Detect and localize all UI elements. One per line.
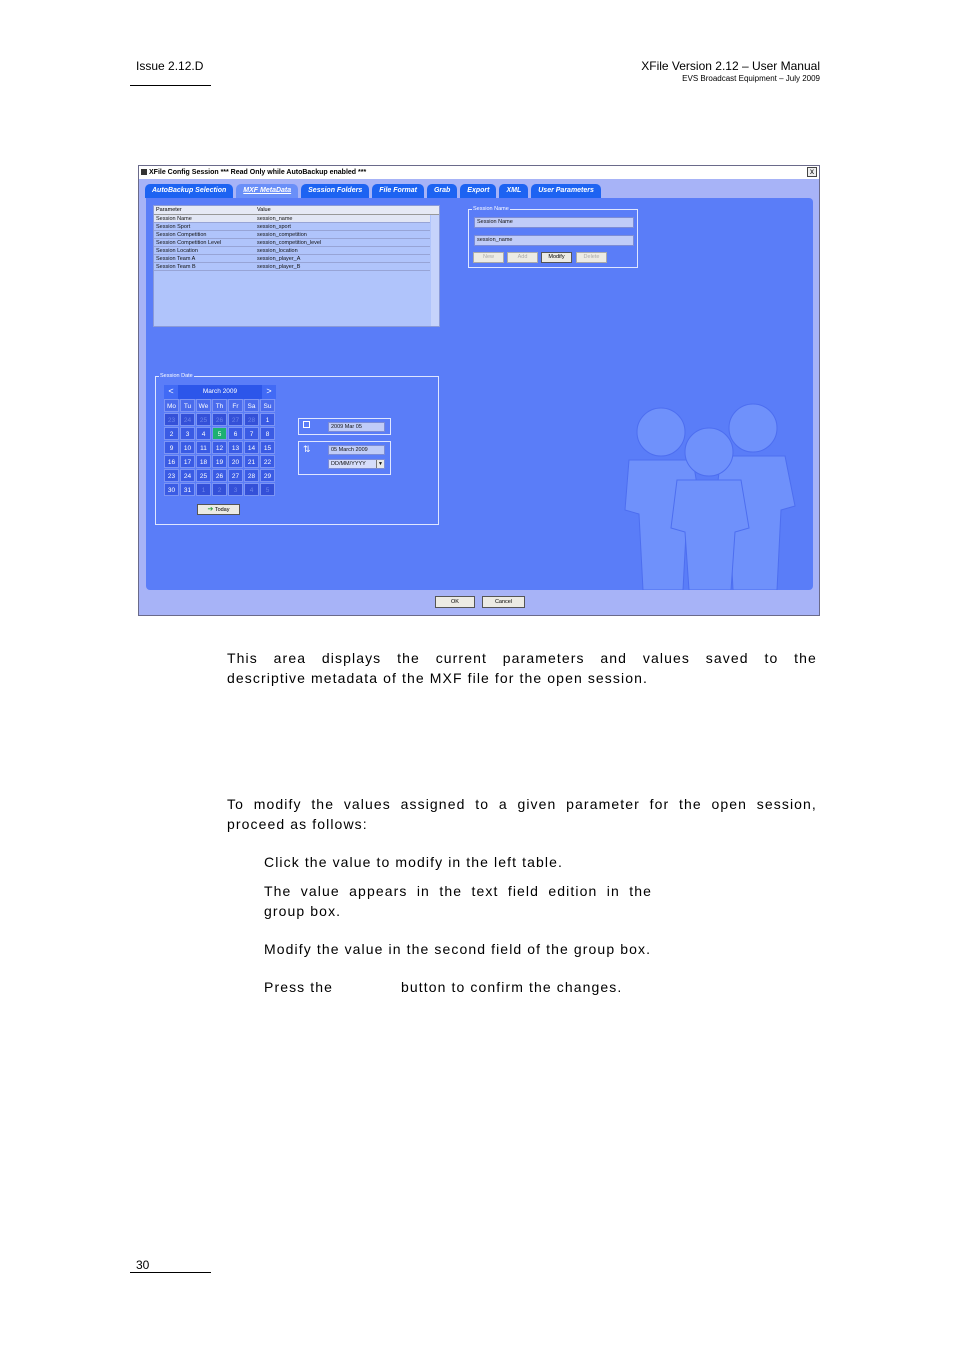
new-button[interactable]: New (473, 252, 504, 263)
calendar-day[interactable]: 25 (196, 469, 211, 482)
window-titlebar (139, 166, 819, 179)
calendar-day[interactable]: 18 (196, 455, 211, 468)
word: To (227, 796, 244, 812)
tab-xml[interactable]: XML (499, 184, 528, 198)
row-value: session_name (257, 216, 293, 222)
word: parameters (502, 650, 585, 666)
row-value: session_player_B (257, 264, 301, 270)
mxf-metadata-panel (146, 198, 813, 590)
calendar-day[interactable]: 13 (228, 441, 243, 454)
row-parameter: Session Name (156, 216, 192, 222)
word: This (227, 650, 258, 666)
today-label: Today (214, 507, 230, 513)
word: the (397, 650, 420, 666)
word: a (498, 796, 508, 812)
table-row[interactable] (154, 255, 430, 263)
tab-session-folders[interactable]: Session Folders (301, 184, 369, 198)
calendar-day[interactable]: 27 (228, 469, 243, 482)
delete-button[interactable]: Delete (576, 252, 607, 263)
date-long-box (298, 441, 391, 475)
word: displays (321, 650, 382, 666)
calendar (164, 385, 276, 497)
word: the (678, 796, 702, 812)
table-row[interactable] (154, 215, 430, 223)
date-format-select[interactable] (328, 459, 385, 469)
row-parameter: Session Competition Level (156, 240, 222, 246)
parameter-name-field[interactable]: Session Name (474, 217, 634, 228)
procedure-intro-paragraph (227, 794, 817, 834)
calendar-month: March 2009 (164, 385, 276, 399)
row-parameter: Session Team B (156, 264, 196, 270)
word: for (649, 796, 670, 812)
calendar-day[interactable]: 3 (180, 427, 195, 440)
word: and (600, 650, 628, 666)
calendar-day-name: Sa (244, 399, 259, 412)
tab-autobackup[interactable]: AutoBackup Selection (145, 184, 233, 198)
row-value: session_sport (257, 224, 291, 230)
row-value: session_player_A (257, 256, 301, 262)
calendar-day[interactable]: 2 (164, 427, 179, 440)
calendar-day[interactable]: 21 (244, 455, 259, 468)
calendar-day[interactable]: 4 (196, 427, 211, 440)
calendar-day[interactable]: 24 (180, 413, 195, 426)
word: current (435, 650, 487, 666)
calendar-day[interactable]: 16 (164, 455, 179, 468)
calendar-day[interactable]: 20 (228, 455, 243, 468)
calendar-day[interactable]: 5 (260, 483, 275, 496)
word: modify (253, 796, 302, 812)
word: the (794, 650, 817, 666)
calendar-day-name: Fr (228, 399, 243, 412)
chevron-down-icon[interactable]: ▼ (376, 460, 384, 468)
table-row[interactable] (154, 263, 430, 271)
calendar-format-icon: ⇅ (303, 444, 311, 454)
table-row[interactable] (154, 223, 430, 231)
issue-label: Issue 2.12.D (136, 59, 204, 73)
calendar-day[interactable]: 1 (260, 413, 275, 426)
calendar-day[interactable]: 12 (212, 441, 227, 454)
tab-grab[interactable]: Grab (427, 184, 457, 198)
calendar-day[interactable]: 1 (196, 483, 211, 496)
word: open (711, 796, 748, 812)
cancel-button[interactable]: Cancel (482, 596, 525, 608)
calendar-day-name: Su (260, 399, 275, 412)
calendar-day[interactable]: 7 (244, 427, 259, 440)
arrow-right-icon: ➔ (207, 506, 214, 513)
calendar-day[interactable]: 15 (260, 441, 275, 454)
groupbox-legend: Session Name (473, 206, 509, 212)
calendar-day[interactable]: 6 (228, 427, 243, 440)
word: to (475, 796, 490, 812)
calendar-day[interactable]: 17 (180, 455, 195, 468)
row-value: session_location (257, 248, 298, 254)
p2-line2: proceed as follows: (227, 816, 368, 832)
footer-rule (130, 1272, 211, 1273)
add-button[interactable]: Add (507, 252, 538, 263)
calendar-day[interactable]: 30 (164, 483, 179, 496)
page-number: 30 (136, 1258, 150, 1272)
p1-line1 (227, 648, 817, 668)
session-name-groupbox (468, 206, 638, 268)
calendar-day-selected[interactable]: 5 (212, 427, 227, 440)
row-parameter: Session Competition (156, 232, 207, 238)
window-title: XFile Config Session *** Read Only while AutoBackup enabled *** (149, 169, 367, 176)
word: session, (756, 796, 817, 812)
p2-line1 (227, 794, 817, 814)
date-short-field[interactable]: 2009 Mar 05 (328, 422, 385, 432)
calendar-day[interactable]: 4 (244, 483, 259, 496)
prev-month-button[interactable]: < (164, 385, 178, 399)
word: assigned (400, 796, 466, 812)
calendar-day-name: We (196, 399, 211, 412)
calendar-day[interactable]: 26 (212, 469, 227, 482)
row-value: session_competition_level (257, 240, 322, 246)
word: values (642, 650, 690, 666)
calendar-day[interactable]: 23 (164, 469, 179, 482)
table-row[interactable] (154, 231, 430, 239)
date-format-value: DD/MM/YYYY (331, 461, 366, 467)
calendar-day[interactable]: 22 (260, 455, 275, 468)
calendar-day[interactable]: 27 (228, 413, 243, 426)
header-rule (130, 85, 211, 86)
word: saved (705, 650, 749, 666)
metadata-table[interactable] (153, 205, 440, 327)
p1-line2: descriptive metadata of the MXF file for the open session. (227, 670, 648, 686)
groupbox-legend: Session Date (160, 373, 193, 379)
word: the (311, 796, 335, 812)
tab-user-parameters[interactable]: User Parameters (531, 184, 601, 198)
close-button[interactable]: x (807, 167, 817, 177)
calendar-day-name: Mo (164, 399, 179, 412)
manual-title: XFile Version 2.12 – User Manual (641, 59, 820, 73)
calendar-day[interactable]: 24 (180, 469, 195, 482)
app-icon (141, 169, 147, 175)
step-1-result-line2: group box. (264, 903, 342, 919)
word: to (764, 650, 779, 666)
date-long-field[interactable]: 05 March 2009 (328, 445, 385, 455)
manual-subtitle: EVS Broadcast Equipment – July 2009 (682, 74, 820, 83)
calendar-day[interactable]: 29 (260, 469, 275, 482)
column-parameter[interactable]: Parameter (156, 207, 182, 213)
step-1-result (264, 881, 652, 921)
table-scrollbar[interactable] (431, 215, 439, 326)
calendar-day[interactable]: 2 (212, 483, 227, 496)
calendar-day-name: Tu (180, 399, 195, 412)
word: given (517, 796, 557, 812)
calendar-day[interactable]: 31 (180, 483, 195, 496)
calendar-day[interactable]: 10 (180, 441, 195, 454)
step-1-result-line1: The value appears in the text field edition in the (264, 883, 652, 899)
row-parameter: Session Team A (156, 256, 196, 262)
word: values (343, 796, 391, 812)
row-value: session_competition (257, 232, 307, 238)
calendar-day[interactable]: 14 (244, 441, 259, 454)
calendar-day[interactable]: 19 (212, 455, 227, 468)
tab-bar (145, 184, 601, 198)
step-3-end: button to confirm the changes. (401, 979, 623, 995)
table-row[interactable] (154, 247, 430, 255)
tab-export[interactable]: Export (460, 184, 496, 198)
date-short-box (298, 418, 391, 435)
table-row[interactable] (154, 239, 430, 247)
row-parameter: Session Location (156, 248, 198, 254)
step-3-start: Press the (264, 979, 334, 995)
parameter-value-field[interactable]: session_name (474, 235, 634, 246)
users-watermark-icon (623, 400, 799, 590)
word: parameter (566, 796, 640, 812)
computer-icon (303, 421, 310, 428)
row-parameter: Session Sport (156, 224, 191, 230)
table-header (154, 206, 439, 215)
tab-mxf-metadata[interactable]: MXF MetaData (236, 184, 298, 198)
calendar-day[interactable]: 23 (164, 413, 179, 426)
config-session-window (138, 165, 820, 616)
calendar-day[interactable]: 25 (196, 413, 211, 426)
calendar-day[interactable]: 26 (212, 413, 227, 426)
step-2: Modify the value in the second field of the group box. (264, 941, 652, 957)
today-button[interactable] (197, 504, 240, 515)
ok-button[interactable]: OK (435, 596, 475, 608)
column-value[interactable]: Value (257, 207, 271, 213)
step-1: Click the value to modify in the left table. (264, 854, 563, 870)
modify-button[interactable]: Modify (541, 252, 572, 263)
description-paragraph (227, 648, 817, 688)
calendar-day[interactable]: 3 (228, 483, 243, 496)
calendar-day[interactable]: 8 (260, 427, 275, 440)
calendar-day[interactable]: 28 (244, 469, 259, 482)
calendar-day[interactable]: 28 (244, 413, 259, 426)
calendar-day[interactable]: 9 (164, 441, 179, 454)
calendar-day-name: Th (212, 399, 227, 412)
next-month-button[interactable]: > (262, 385, 276, 399)
calendar-day[interactable]: 11 (196, 441, 211, 454)
tab-file-format[interactable]: File Format (372, 184, 424, 198)
word: area (273, 650, 307, 666)
